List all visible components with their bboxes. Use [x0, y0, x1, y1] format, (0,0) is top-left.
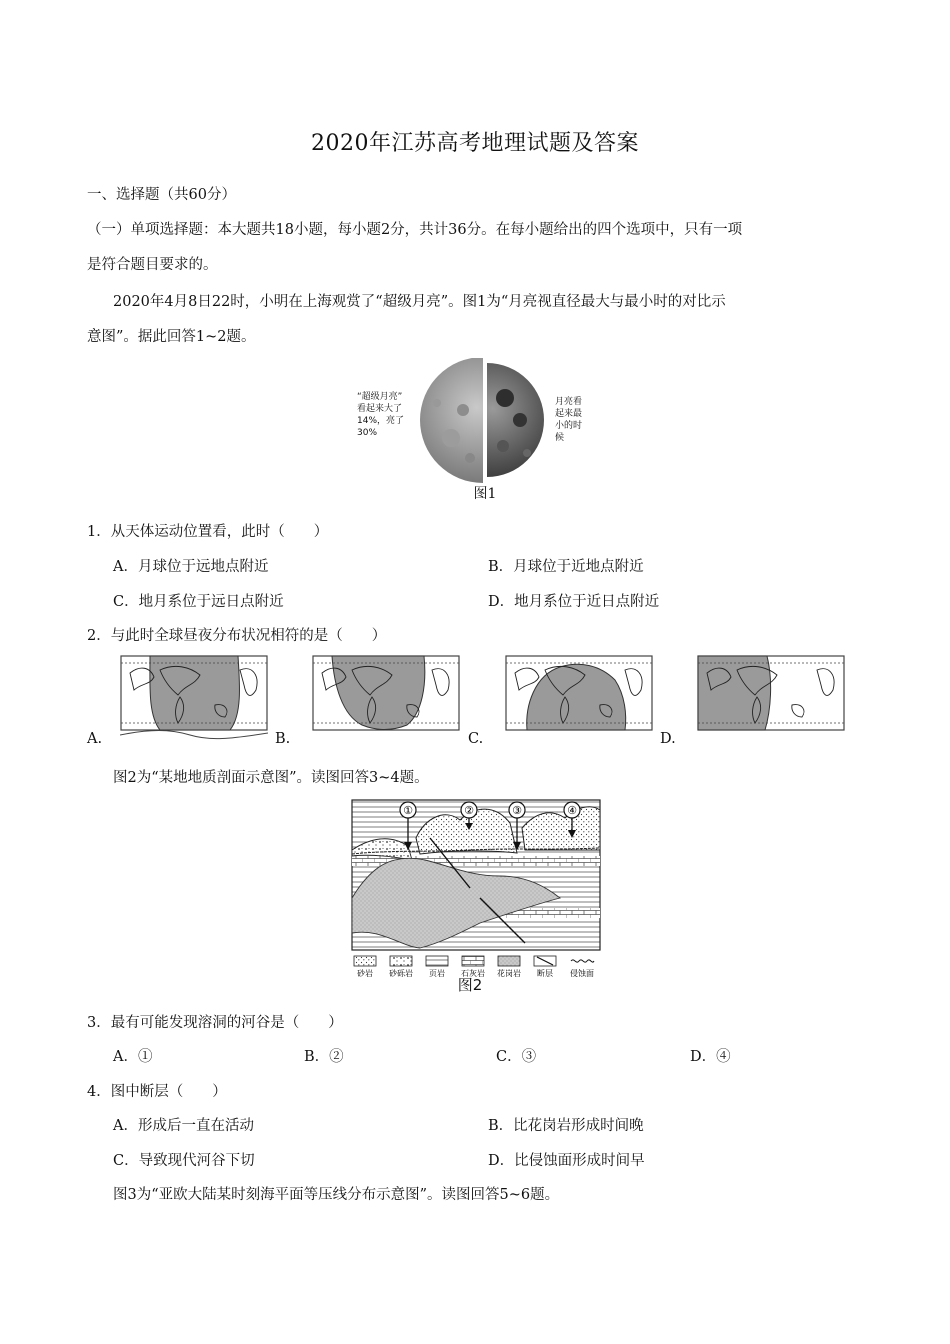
- q4-option-b: B．比花岗岩形成时间晚: [488, 1118, 644, 1134]
- figure-2-geologic-section: [350, 798, 602, 998]
- intro-q1-2-line-1: 2020年4月8日22时，小明在上海观赏了“超级月亮”。图1为“月亮视直径最大与最小时的对比示: [113, 294, 726, 310]
- legend-sandstone: 砂岩: [357, 969, 373, 978]
- marker-3: ③: [512, 804, 522, 817]
- super-moon-label: “超级月亮” 看起来大了 14%，亮了 30%: [357, 392, 405, 438]
- intro-q1-2-line-2: 意图”。据此回答1~2题。: [87, 329, 256, 345]
- marker-2: ②: [464, 804, 474, 817]
- q3-option-a: A．①: [113, 1049, 153, 1065]
- q2-option-c-label: C.: [468, 731, 484, 747]
- q4-option-a: A．形成后一直在活动: [113, 1118, 254, 1134]
- section-heading: 一、选择题（共60分）: [87, 187, 236, 203]
- legend-limestone: 石灰岩: [461, 969, 485, 978]
- q4-option-c: C．导致现代河谷下切: [113, 1153, 255, 1169]
- legend-conglomerate: 砂砾岩: [389, 969, 413, 978]
- legend-fault: 断层: [537, 969, 553, 978]
- q2-option-a-label: A.: [87, 731, 103, 747]
- q2-option-d-map: [697, 655, 845, 740]
- q1-stem: 1．从天体运动位置看，此时（ ）: [87, 524, 329, 540]
- q4-option-d: D．比侵蚀面形成时间早: [488, 1153, 645, 1169]
- figure-1-caption: 图1: [473, 486, 497, 502]
- marker-4: ④: [567, 804, 577, 817]
- intro-q5-6: 图3为“亚欧大陆某时刻海平面等压线分布示意图”。读图回答5~6题。: [113, 1187, 560, 1203]
- q2-option-c-map: [505, 655, 653, 740]
- legend-shale: 页岩: [429, 969, 445, 978]
- instructions-line-1: （一）单项选择题：本大题共18小题，每小题2分，共计36分。在每小题给出的四个选项中，只有一项: [87, 222, 743, 238]
- small-moon-label: 月亮看 起来最 小的时 候: [555, 397, 583, 443]
- q2-option-b-map: [312, 655, 460, 740]
- q1-option-d: D．地月系位于近日点附近: [488, 594, 660, 610]
- legend-granite: 花岗岩: [497, 969, 521, 978]
- figure-1-moon-comparison: [355, 358, 595, 503]
- legend-erosion-surface: 侵蚀面: [570, 969, 594, 978]
- geologic-section-diagram: [350, 798, 602, 978]
- intro-q3-4: 图2为“某地地质剖面示意图”。读图回答3~4题。: [113, 770, 429, 786]
- q2-option-b-label: B.: [275, 731, 291, 747]
- q2-stem: 2．与此时全球昼夜分布状况相符的是（ ）: [87, 628, 387, 644]
- q2-option-d-label: D.: [660, 731, 676, 747]
- page-title: 2020年江苏高考地理试题及答案: [311, 131, 639, 156]
- q2-option-a-map: [120, 655, 268, 740]
- q3-option-b: B．②: [304, 1049, 344, 1065]
- q3-stem: 3．最有可能发现溶洞的河谷是（ ）: [87, 1015, 343, 1031]
- marker-1: ①: [403, 804, 413, 817]
- q4-stem: 4．图中断层（ ）: [87, 1084, 227, 1100]
- q3-option-c: C．③: [496, 1049, 537, 1065]
- geologic-legend-swatches: [354, 956, 594, 966]
- q1-option-c: C．地月系位于远日点附近: [113, 594, 284, 610]
- q1-option-a: A．月球位于远地点附近: [113, 559, 269, 575]
- figure-2-caption: 图2: [457, 976, 483, 994]
- q3-option-d: D．④: [690, 1049, 731, 1065]
- q1-option-b: B．月球位于近地点附近: [488, 559, 644, 575]
- instructions-line-2: 是符合题目要求的。: [87, 257, 218, 273]
